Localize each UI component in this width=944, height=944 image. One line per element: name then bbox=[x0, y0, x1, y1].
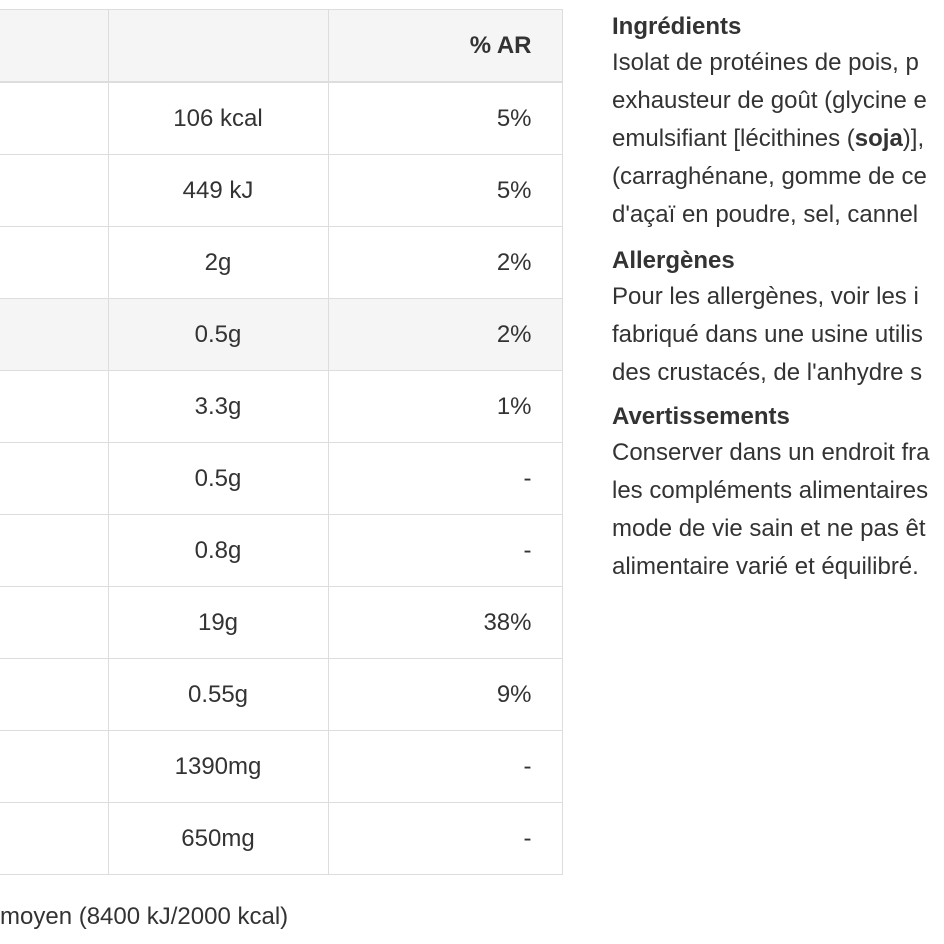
warnings-heading: Avertissements bbox=[612, 403, 790, 430]
nutrient-ar-cell: 2% bbox=[328, 299, 562, 371]
nutrient-ar-cell: - bbox=[328, 515, 562, 587]
product-details-column bbox=[612, 10, 944, 596]
allergens-line: Pour les allergènes, voir les i bbox=[612, 283, 919, 310]
nutrient-value-cell: 449 kJ bbox=[108, 155, 328, 227]
allergen-highlight: soja bbox=[854, 125, 903, 152]
allergens-line: des crustacés, de l'anhydre s bbox=[612, 359, 923, 386]
nutrient-value-cell: 0.8g bbox=[108, 515, 328, 587]
nutrient-value-cell: 106 kcal bbox=[108, 82, 328, 155]
nutrient-ar-cell: - bbox=[328, 803, 562, 875]
ingredients-heading: Ingrédients bbox=[612, 13, 742, 40]
table-row bbox=[0, 587, 562, 659]
nutrient-name-cell bbox=[0, 299, 108, 371]
nutrient-value-cell: 2g bbox=[108, 227, 328, 299]
table-footnote: moyen (8400 kJ/2000 kcal) bbox=[0, 903, 289, 930]
allergens-line: fabriqué dans une usine utilis bbox=[612, 321, 923, 348]
nutrient-ar-cell: 5% bbox=[328, 155, 562, 227]
ingredients-section bbox=[612, 10, 944, 234]
nutrient-ar-cell: 2% bbox=[328, 227, 562, 299]
nutrient-name-cell bbox=[0, 155, 108, 227]
nutrient-name-cell bbox=[0, 803, 108, 875]
nutrient-ar-cell: 1% bbox=[328, 371, 562, 443]
warnings-text bbox=[612, 434, 944, 586]
table-row bbox=[0, 731, 562, 803]
nutrient-ar-cell: - bbox=[328, 731, 562, 803]
ingredients-line: d'açaï en poudre, sel, cannel bbox=[612, 201, 919, 228]
nutrient-ar-cell: 9% bbox=[328, 659, 562, 731]
table-row bbox=[0, 659, 562, 731]
table-row bbox=[0, 371, 562, 443]
header-value-cell bbox=[108, 10, 328, 83]
nutrient-value-cell: 650mg bbox=[108, 803, 328, 875]
table-row bbox=[0, 299, 562, 371]
warnings-section bbox=[612, 400, 944, 586]
nutrient-name-cell bbox=[0, 587, 108, 659]
warnings-line: alimentaire varié et équilibré. bbox=[612, 553, 919, 580]
nutrient-value-cell: 0.55g bbox=[108, 659, 328, 731]
nutrient-value-cell: 3.3g bbox=[108, 371, 328, 443]
ingredients-line bbox=[612, 120, 944, 158]
nutrient-name-cell bbox=[0, 731, 108, 803]
table-row bbox=[0, 803, 562, 875]
table-row bbox=[0, 82, 562, 155]
allergens-section bbox=[612, 244, 944, 392]
table-row bbox=[0, 515, 562, 587]
nutrient-name-cell bbox=[0, 443, 108, 515]
warnings-line: mode de vie sain et ne pas êt bbox=[612, 515, 926, 542]
ingredients-text bbox=[612, 44, 944, 234]
nutrient-ar-cell: 5% bbox=[328, 82, 562, 155]
warnings-line: les compléments alimentaires bbox=[612, 477, 929, 504]
nutrient-value-cell: 1390mg bbox=[108, 731, 328, 803]
nutrition-table bbox=[0, 9, 563, 875]
ingredients-line: exhausteur de goût (glycine e bbox=[612, 87, 927, 114]
table-row bbox=[0, 443, 562, 515]
allergens-heading: Allergènes bbox=[612, 247, 735, 274]
ingredients-line: (carraghénane, gomme de ce bbox=[612, 163, 927, 190]
nutrient-value-cell: 0.5g bbox=[108, 299, 328, 371]
header-nutrient-cell bbox=[0, 10, 108, 83]
table-row bbox=[0, 155, 562, 227]
allergens-text bbox=[612, 278, 944, 392]
table-row bbox=[0, 227, 562, 299]
nutrient-name-cell bbox=[0, 659, 108, 731]
nutrient-name-cell bbox=[0, 227, 108, 299]
ingredients-line-part: )], bbox=[902, 125, 925, 152]
nutrient-value-cell: 19g bbox=[108, 587, 328, 659]
nutrient-name-cell bbox=[0, 371, 108, 443]
nutrient-name-cell bbox=[0, 515, 108, 587]
nutrient-value-cell: 0.5g bbox=[108, 443, 328, 515]
nutrient-ar-cell: - bbox=[328, 443, 562, 515]
nutrient-ar-cell: 38% bbox=[328, 587, 562, 659]
ingredients-line-part: emulsifiant [lécithines ( bbox=[612, 125, 855, 152]
table-header-row bbox=[0, 10, 562, 83]
warnings-line: Conserver dans un endroit fra bbox=[612, 439, 930, 466]
nutrient-name-cell bbox=[0, 82, 108, 155]
header-ar-cell: % AR bbox=[328, 10, 562, 83]
ingredients-line: Isolat de protéines de pois, p bbox=[612, 49, 919, 76]
